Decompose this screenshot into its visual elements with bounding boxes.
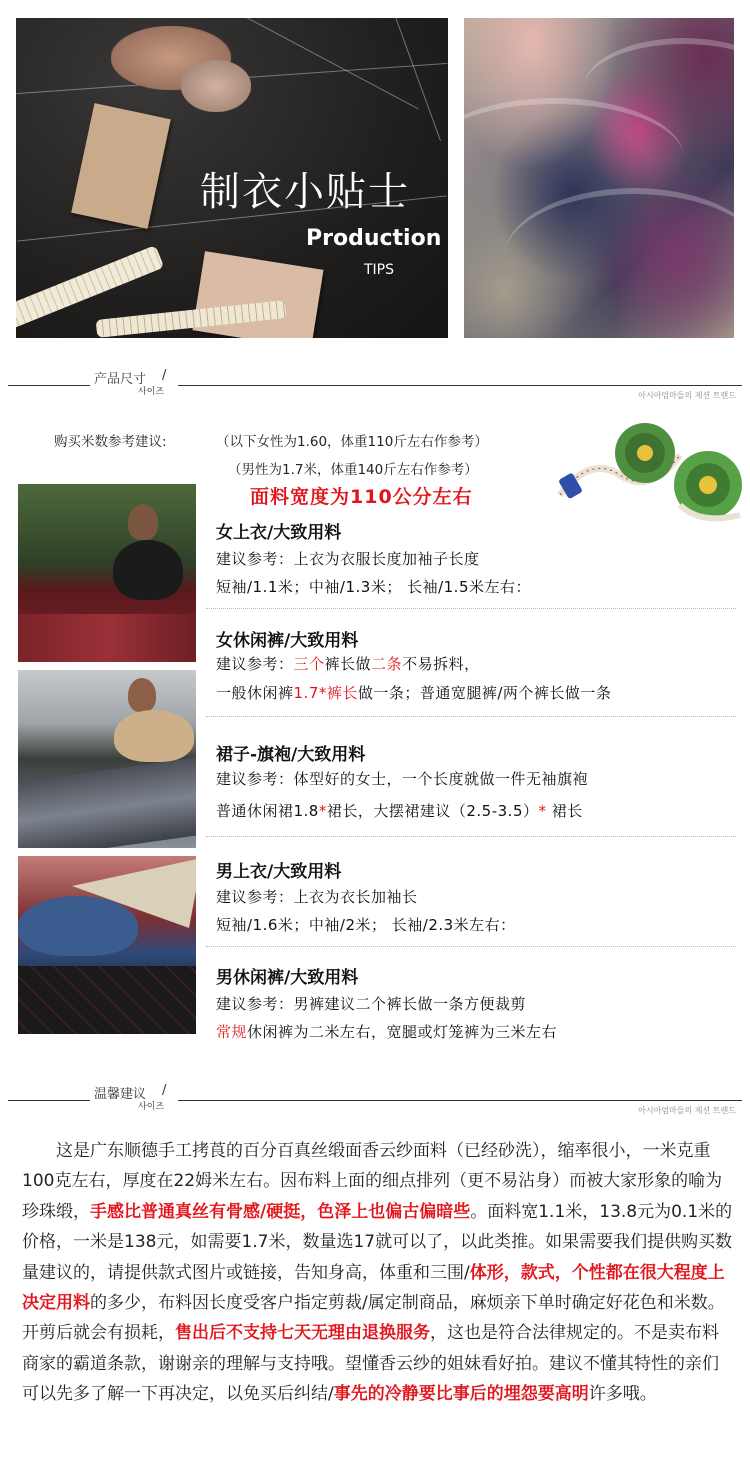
banner-tips: TIPS: [364, 262, 395, 278]
banner: [0, 0, 750, 360]
block-title: 男上衣/大致用料: [216, 862, 342, 882]
male-reference: （男性为1.7米，体重140斤左右作参考）: [228, 462, 478, 478]
block-title: 女休闲裤/大致用料: [216, 631, 359, 651]
silk-fabric-photo: [464, 18, 734, 338]
worker-photo: [18, 856, 196, 1034]
section-tagline: 아시아엄마들의 제션 트렌드: [638, 1106, 736, 1115]
divider: [8, 385, 90, 386]
block-text: 普通休闲裙1.8*裙长，大摆裙建议（2.5-3.5）* 裙长: [216, 802, 583, 820]
divider: [178, 385, 742, 386]
block-title: 女上衣/大致用料: [216, 523, 342, 543]
block-text: 常规休闲裤为二米左右，宽腿或灯笼裤为三米左右: [216, 1023, 558, 1041]
banner-title: 制衣小贴士: [200, 169, 410, 215]
block-title: 裙子-旗袍/大致用料: [216, 745, 366, 765]
section-subtitle: 사이즈: [138, 1102, 165, 1112]
section-subtitle: 사이즈: [138, 387, 165, 397]
paper-pattern: [71, 103, 171, 229]
divider: [206, 946, 736, 947]
worker-photo: [18, 670, 196, 848]
block-title: 男休闲裤/大致用料: [216, 968, 359, 988]
divider: [178, 1100, 742, 1101]
divider: [206, 608, 736, 609]
divider: [206, 836, 736, 837]
block-text: 短袖/1.6米；中袖/2米； 长袖/2.3米左右：: [216, 916, 516, 934]
fabric-width-note: 面料宽度为110公分左右: [250, 486, 473, 508]
block-text: 一般休闲裤1.7*裤长做一条；普通宽腿裤/两个裤长做一条: [216, 684, 612, 702]
divider: [8, 1100, 90, 1101]
block-text: 短袖/1.1米；中袖/1.3米； 长袖/1.5米左右：: [216, 578, 531, 596]
block-text: 建议参考：上衣为衣长加袖长: [216, 888, 418, 906]
section-header-tips: 温馨建议 / 사이즈 아시아엄마들의 제션 트렌드: [0, 1083, 750, 1119]
section-header-size: 产品尺寸 / 사이즈 아시아엄마들의 제션 트렌드: [0, 368, 750, 404]
worker-photo: [18, 484, 196, 662]
block-text: 建议参考：三个裤长做二条不易拆料，: [216, 655, 480, 673]
divider: [206, 716, 736, 717]
tips-paragraph: 这是广东顺德手工拷莨的百分百真丝缎面香云纱面料（已经砂洗），缩率很小，一米克重100克左右，厚度在22姆米左右。因布料上面的细点排列（更不易沾身）而被大家形象的喻为珍珠缎，手感比普通真丝有骨感/硬挺，色泽上也偏古偏暗些。面料宽1.1米，13.8元为0.1米的价格，一米是138元，如需要1.7米，数量选17就可以了，以此类推。如果需要我们提供购买数量建议的，请提供款式图片或链接，告知身高，体重和三围/体形，款式，个性都在很大程度上决定用料的多少，布料因长度受客户指定剪裁/属定制商品，麻烦亲下单时确定好花色和米数。开剪后就会有损耗，售出后不支持七天无理由退换服务，这也是符合法律规定的。不是卖布料商家的霸道条款，谢谢亲的理解与支持哦。望懂香云纱的姐妹看好拍。建议不懂其特性的亲们可以先多了解一下再决定，以免买后纠结/事先的冷静要比事后的埋怨要高明许多哦。: [22, 1141, 733, 1405]
block-text: 建议参考：男裤建议二个裤长做一条方便裁剪: [216, 995, 527, 1013]
section-title: 产品尺寸: [94, 372, 147, 387]
buy-label: 购买米数参考建议:: [54, 434, 167, 450]
banner-subtitle: Production: [306, 226, 442, 251]
block-text: 建议参考：体型好的女士，一个长度就做一件无袖旗袍: [216, 770, 589, 788]
section-title: 温馨建议: [94, 1087, 147, 1102]
section-tagline: 아시아엄마들의 제션 트렌드: [638, 391, 736, 400]
tape-measure-icon: [550, 415, 750, 535]
female-reference: （以下女性为1.60，体重110斤左右作参考）: [216, 434, 488, 450]
block-text: 建议参考：上衣为衣服长度加袖子长度: [216, 550, 480, 568]
